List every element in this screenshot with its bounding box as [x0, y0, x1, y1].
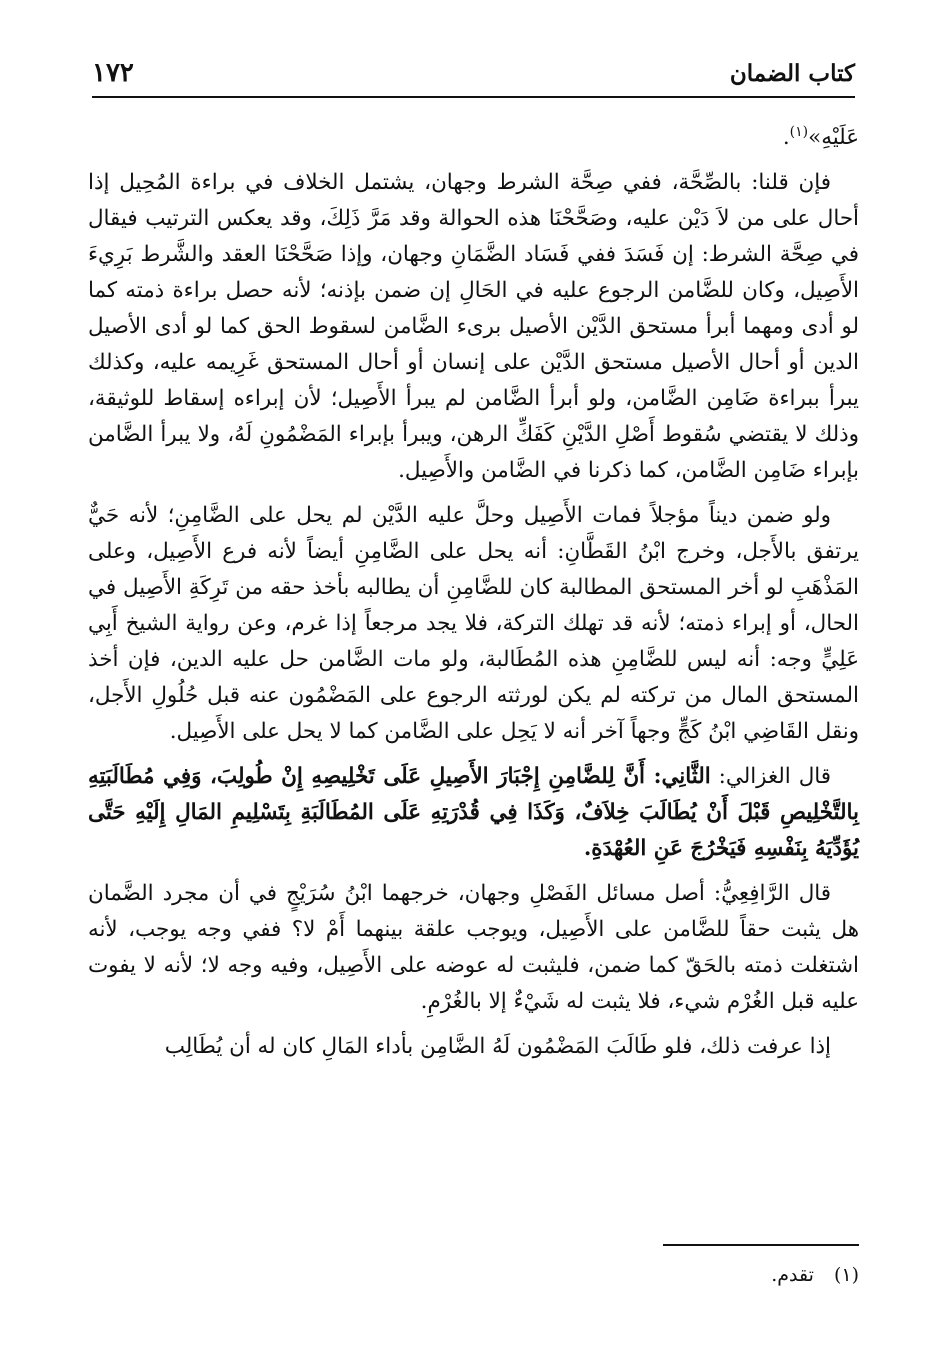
footnote — [88, 1264, 859, 1286]
footnote-text: تقدم. — [771, 1264, 814, 1286]
paragraph-tail: . — [782, 125, 790, 151]
page-number: ١٧٢ — [92, 58, 134, 88]
paragraph-1 — [88, 114, 859, 156]
footnote-divider — [663, 1244, 859, 1246]
paragraph-3: ولو ضمن ديناً مؤجلاً فمات الأَصِيل وحلَّ عليه الدَّيْن لم يحل على الضَّامِنِ؛ لأنه حَيٌّ يرتفق بالأَجل، وخرج ابْنُ القَطَّانِ: أنه يحل على الضَّامِنِ أيضاً لأنه فرع الأَصِيل، وعلى المَذْهَبِ لو أخر المستحق المطالبة كان للضَّامِنِ أن يطالبه بأخذ حقه من تَرِكَةِ الأَصِيل في الحال، أو إبراء ذمته؛ لأنه قد تهلك التركة، فلا يجد مرجعاً إذا غرم، وعن رواية الشيخ أَبِي عَلِيٍّ وجه: أنه ليس للضَّامِنِ هذه المُطَالبة، ولو مات الضَّامن حل عليه الدين، فإن أخذ المستحق المال من تركته لم يكن لورثته الرجوع على المَضْمُون عنه قبل حُلُولِ الأَجل، ونقل القَاضِي ابْنُ كَجٍّ وجهاً آخر أنه لا يَحِل على الضَّامن كما لا يحل على الأَصِيل. — [88, 503, 859, 745]
paragraph-text: عَلَيْهِ» — [808, 125, 859, 151]
footnote-number: (١) — [833, 1264, 859, 1286]
page-header — [92, 52, 855, 98]
body-text — [88, 114, 859, 1074]
speaker-label: قال الغزالي: — [710, 764, 832, 790]
paragraph-5-rafii: قال الرَّافِعِيُّ: أصل مسائل الفَصْلِ وجهان، خرجهما ابْنُ سُرَيْجٍ في أن مجرد الضَّمان هل يثبت حقاً للضَّامن على الأَصِيل، ويوجب علقة بينهما أَمْ لا؟ ففي وجه يوجب، لأنه اشتغلت ذمته بالحَقّ كما ضمن، فليثبت له عوضه على الأَصِيل، وفيه وجه لا؛ لأنه لا يفوت عليه قبل الغُرْم شيء، فلا يثبت له شَيْءٌ إلا بالغُرْمِ. — [88, 881, 859, 1015]
paragraph-6: إذا عرفت ذلك، فلو طَالَبَ المَضْمُون لَهُ الضَّامِن بأداء المَالِ كان له أن يُطَالِب — [164, 1034, 831, 1060]
footnote-reference: (١) — [789, 124, 809, 140]
matn-text: الثَّانِي: أَنَّ لِلضَّامِنِ إِجْبَارَ الأَصِيلِ عَلَى تَخْلِيصِهِ إِنْ طُولِبَ، وَفِي مُطَالَبَتِهِ بِالتَّخْلِيصِ قَبْلَ أَنْ يُطَالَبَ خِلاَفٌ، وَكَذَا فِي قُدْرَتِهِ عَلَى المُطَالَبَةِ بِتَسْلِيمِ المَالِ إِلَيْهِ حَتَّى يُؤَدِّيَهُ بِنَفْسِهِ فَيَخْرُجَ عَنِ العُهْدَةِ. — [88, 764, 859, 862]
paragraph-4-ghazali — [88, 759, 859, 867]
paragraph-2: فإن قلنا: بالصِّحَّة، ففي صِحَّة الشرط وجهان، يشتمل الخلاف في براءة المُحِيل إذا أحال على من لاَ دَيْن عليه، وصَحَّحْنَا هذه الحوالة وقد مَرَّ ذَلِكَ، وقد يعكس الترتيب فيقال في صِحَّة الشرط: إن فَسَدَ ففي فَسَاد الضَّمَانِ وجهان، وإذا صَحَّحْنَا العقد والشَّرط بَرِيءَ الأَصِيل، وكان للضَّامن الرجوع عليه في الحَالِ إن ضمن بإذنه؛ لأنه حصل براءة ذمته كما لو أدى ومهما أبرأ مستحق الدَّيْن الأصيل برىء الضَّامن لسقوط الحق كما لو أدى الأصيل الدين أو أحال الأصيل مستحق الدَّيْن على إنسان أو أحال المستحق غَرِيمه عليه، وكذلك يبرأ ببراءة ضَامِن الضَّامن، ولو أبرأ الضَّامن لم يبرأ الأَصِيل؛ لأن إبراءه إسقاط للوثيقة، وذلك لا يقتضي سُقوط أَصْلِ الدَّيْنِ كَفَكِّ الرهن، ويبرأ بإبراء المَضْمُونِ لَهُ، ولا يبرأ الضَّامن بإبراء ضَامِن الضَّامن، كما ذكرنا في الضَّامن والأَصِيل. — [88, 170, 859, 484]
running-title: كتاب الضمان — [729, 60, 855, 87]
